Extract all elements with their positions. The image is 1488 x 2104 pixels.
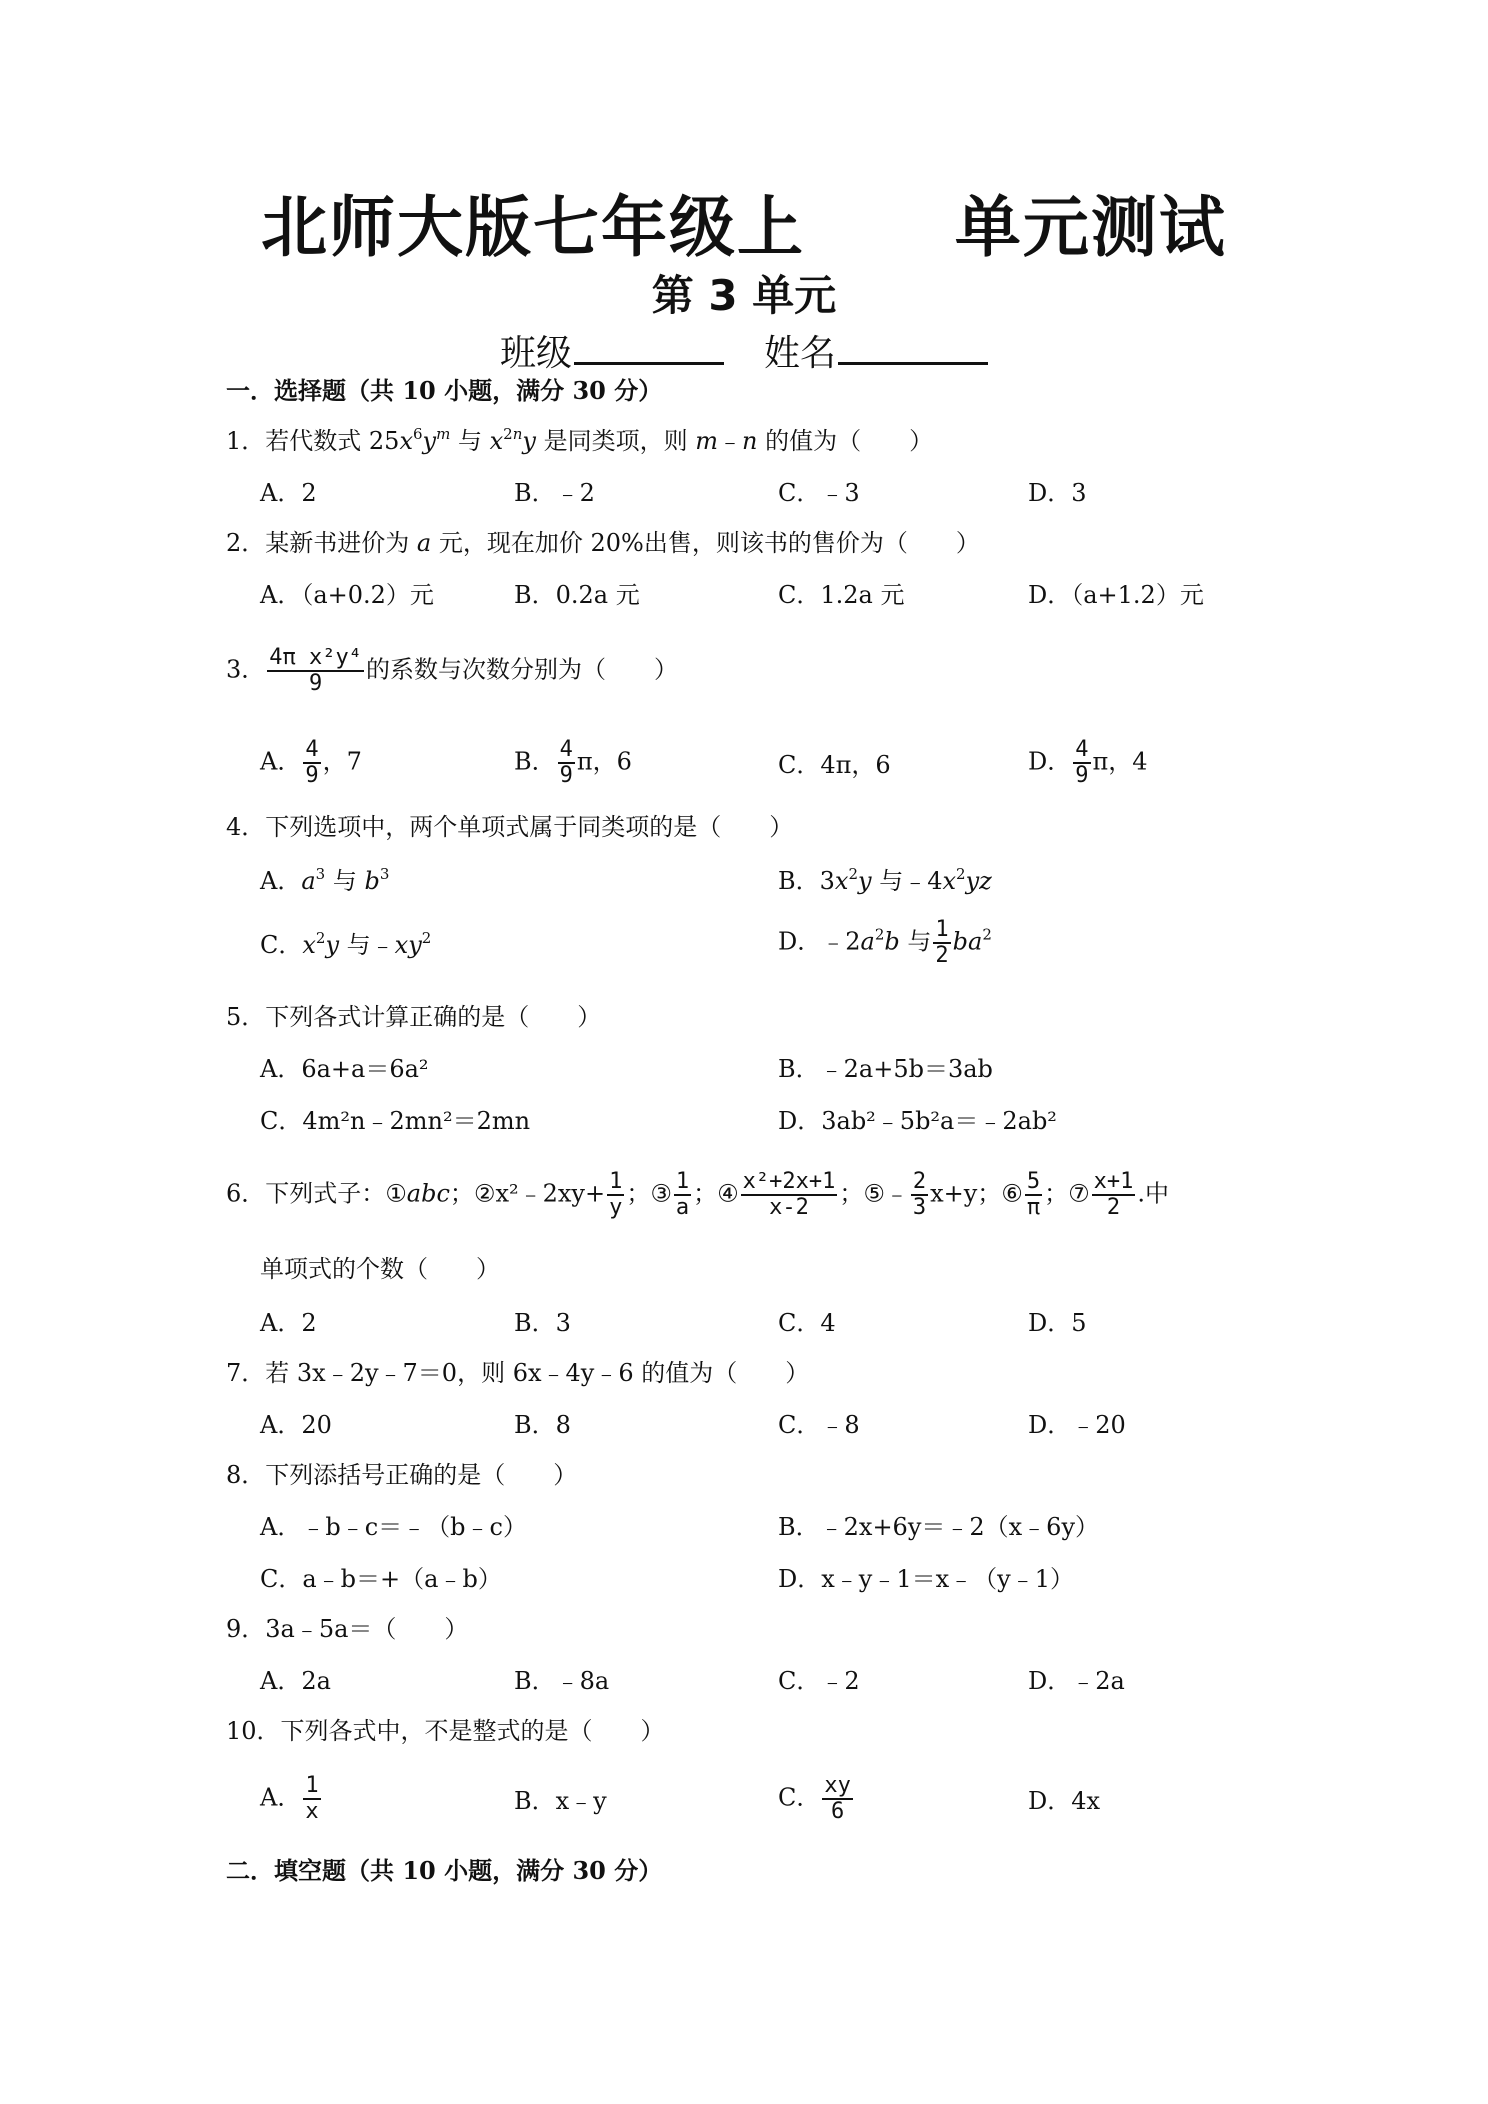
question-9: 9．3a﹣5a＝（ ） [226, 1615, 469, 1643]
q3-expression-fraction: $\frac{\text{4π x²y⁴}}{9}$ [269, 645, 362, 696]
q10-option-b[interactable]: B．x﹣y [514, 1787, 607, 1815]
q10-option-a[interactable]: A． $\frac{1}{x}$ [260, 1773, 319, 1824]
unit-subtitle: 第 3 单元 [651, 271, 837, 320]
q9-option-a[interactable]: A．2a [260, 1667, 331, 1695]
question-8: 8．下列添括号正确的是（ ） [226, 1461, 578, 1489]
q3-option-b[interactable]: B． $\frac{4}{9}$ π，6 [514, 737, 632, 788]
q6-option-c[interactable]: C．4 [778, 1309, 836, 1337]
q9-option-c[interactable]: C．﹣2 [778, 1667, 860, 1695]
q3-option-c[interactable]: C．4π，6 [778, 751, 891, 779]
page-title: 北师大版七年级上 单元测试 [261, 189, 1227, 266]
q2-option-c[interactable]: C．1.2a 元 [778, 581, 905, 609]
q1-option-a[interactable]: A．2 [260, 479, 317, 507]
q7-option-b[interactable]: B．8 [514, 1411, 571, 1439]
q1-option-c[interactable]: C．﹣3 [778, 479, 860, 507]
question-5: 5．下列各式计算正确的是（ ） [226, 1003, 602, 1031]
q3-option-a[interactable]: A． $\frac{4}{9}$ ，7 [260, 737, 362, 788]
q9-option-b[interactable]: B．﹣8a [514, 1667, 610, 1695]
class-blank[interactable] [574, 326, 724, 365]
student-info-line [0, 326, 1488, 378]
q5-option-a[interactable]: A．6a+a＝6a² [260, 1055, 429, 1083]
q1-option-b[interactable]: B．﹣2 [514, 479, 595, 507]
section-heading-choice: 一．选择题（共 10 小题，满分 30 分） [226, 376, 663, 405]
q6-option-b[interactable]: B．3 [514, 1309, 571, 1337]
q5-option-d[interactable]: D．3ab²﹣5b²a＝﹣2ab² [778, 1107, 1057, 1135]
name-label: 姓名 [764, 333, 837, 374]
question-6: 6．下列式子：①abc；②x²﹣2xy+ $\frac{1}{y}$ ；③ $\frac{1}{a}$ ；④ $\frac{\text{x²+2x+1}}{x-2}$ ；⑤﹣ $\frac{2}{3}$ x+y；⑥ $\frac{5}{\pi}$ ；⑦ $\frac{x+1}{2}$ .中 [226, 1169, 1169, 1220]
section-heading-fill: 二．填空题（共 10 小题，满分 30 分） [226, 1856, 663, 1885]
q5-option-c[interactable]: C．4m²n﹣2mn²＝2mn [260, 1107, 531, 1135]
q2-option-d[interactable]: D．（a+1.2）元 [1028, 581, 1204, 609]
q7-option-a[interactable]: A．20 [260, 1411, 332, 1439]
question-4: 4．下列选项中，两个单项式属于同类项的是（ ） [226, 813, 794, 841]
q2-option-a[interactable]: A．（a+0.2）元 [260, 581, 434, 609]
q4-option-b[interactable]: B．$3x^2y$ 与$﹣4x^2yz$ [778, 865, 992, 895]
q8-option-b[interactable]: B．﹣2x+6y＝﹣2（x﹣6y） [778, 1513, 1100, 1541]
q2-option-b[interactable]: B．0.2a 元 [514, 581, 640, 609]
q8-option-c[interactable]: C．a﹣b＝+（a﹣b） [260, 1565, 502, 1593]
q6-option-a[interactable]: A．2 [260, 1309, 317, 1337]
name-blank[interactable] [838, 326, 988, 365]
question-2: 2．某新书进价为 a 元，现在加价 20%出售，则该书的售价为（ ） [226, 529, 980, 557]
q10-option-d[interactable]: D．4x [1028, 1787, 1101, 1815]
question-3: 3． $\frac{\text{4π x²y⁴}}{9}$ 的系数与次数分别为（ ） [226, 645, 678, 696]
q6-option-d[interactable]: D．5 [1028, 1309, 1087, 1337]
question-7: 7．若 3x﹣2y﹣7＝0，则 6x﹣4y﹣6 的值为（ ） [226, 1359, 810, 1387]
question-10: 10．下列各式中，不是整式的是（ ） [226, 1717, 665, 1745]
q1-option-d[interactable]: D．3 [1028, 479, 1087, 507]
q9-option-d[interactable]: D．﹣2a [1028, 1667, 1125, 1695]
q7-option-d[interactable]: D．﹣20 [1028, 1411, 1126, 1439]
question-1: 1．若代数式 $25x^6y^m$ 与 $x^{2n}y$ 是同类项，则 m﹣n 的值为（ ） [226, 425, 934, 455]
q8-option-a[interactable]: A．﹣b﹣c＝﹣（b﹣c） [260, 1513, 527, 1541]
q4-option-a[interactable]: A．$a^3$ 与 $b^3$ [260, 865, 390, 895]
class-label: 班级 [499, 333, 572, 374]
q3-option-d[interactable]: D． $\frac{4}{9}$ π，4 [1028, 737, 1148, 788]
q4-option-d[interactable]: D．$﹣2a^2b$ 与 $\frac{1}{2}$ $ba^2$ [778, 917, 992, 968]
q4-option-c[interactable]: C．$x^2y$ 与$﹣xy^2$ [260, 929, 432, 959]
q8-option-d[interactable]: D．x﹣y﹣1＝x﹣（y﹣1） [778, 1565, 1074, 1593]
q10-option-c[interactable]: C． $\frac{xy}{6}$ [778, 1773, 851, 1824]
q5-option-b[interactable]: B．﹣2a+5b＝3ab [778, 1055, 993, 1083]
question-6-line2: 单项式的个数（ ） [260, 1255, 500, 1283]
q7-option-c[interactable]: C．﹣8 [778, 1411, 860, 1439]
